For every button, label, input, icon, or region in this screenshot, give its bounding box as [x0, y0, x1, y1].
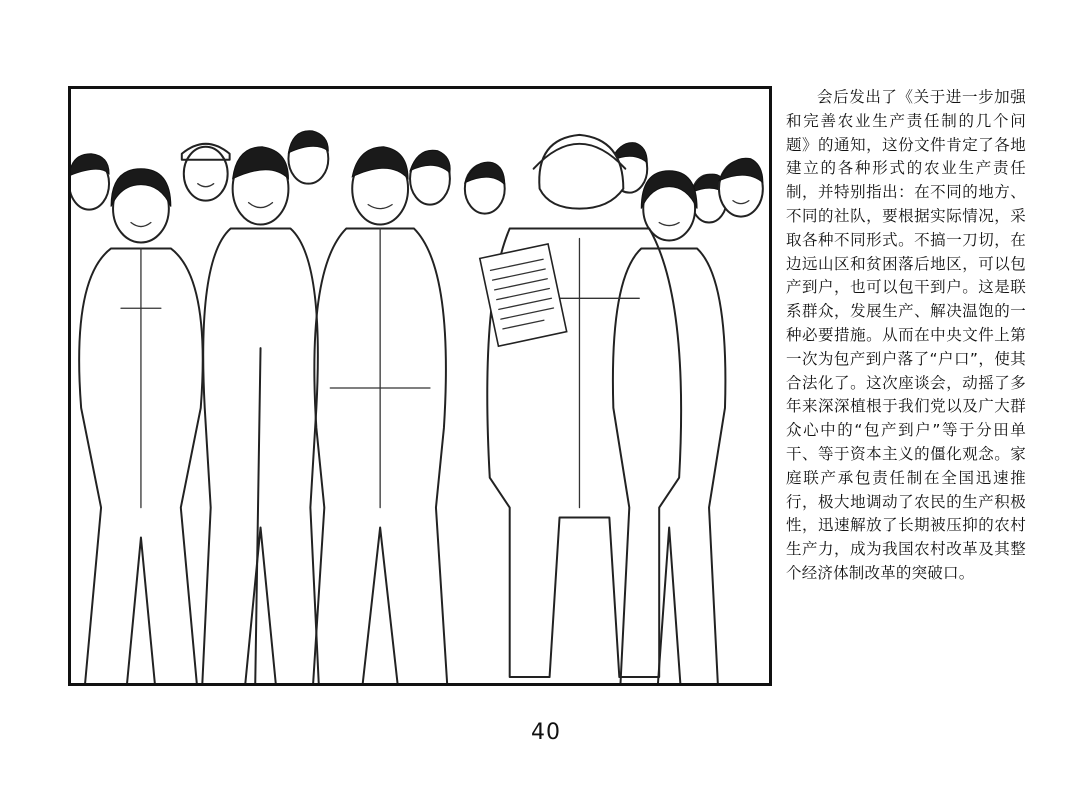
- caption-text: 会后发出了《关于进一步加强和完善农业生产责任制的几个问题》的通知，这份文件肯定了各地建立的各种形式的农业生产责任制，并特别指出：在不同的地方、不同的社队，要根据实际情况，采取各种不同形式。不搞一刀切，在边远山区和贫困落后地区，可以包产到户，也可以包干到户。这是联系群众，发展生产、解决温饱的一种必要措施。从而在中央文件上第一次为包产到户落了“户口”，使其合法化了。这次座谈会，动摇了多年来深深植根于我们党以及广大群众心中的“包产到户”等于分田单干、等于资本主义的僵化观念。家庭联产承包责任制在全国迅速推行，极大地调动了农民的生产积极性，迅速解放了长期被压抑的农村生产力，成为我国农村改革及其整个经济体制改革的突破口。: [786, 88, 1026, 582]
- crowd-illustration: [71, 89, 769, 683]
- illustration-panel: [68, 86, 772, 686]
- front-figures: [79, 135, 725, 683]
- page-number: 40: [531, 720, 561, 745]
